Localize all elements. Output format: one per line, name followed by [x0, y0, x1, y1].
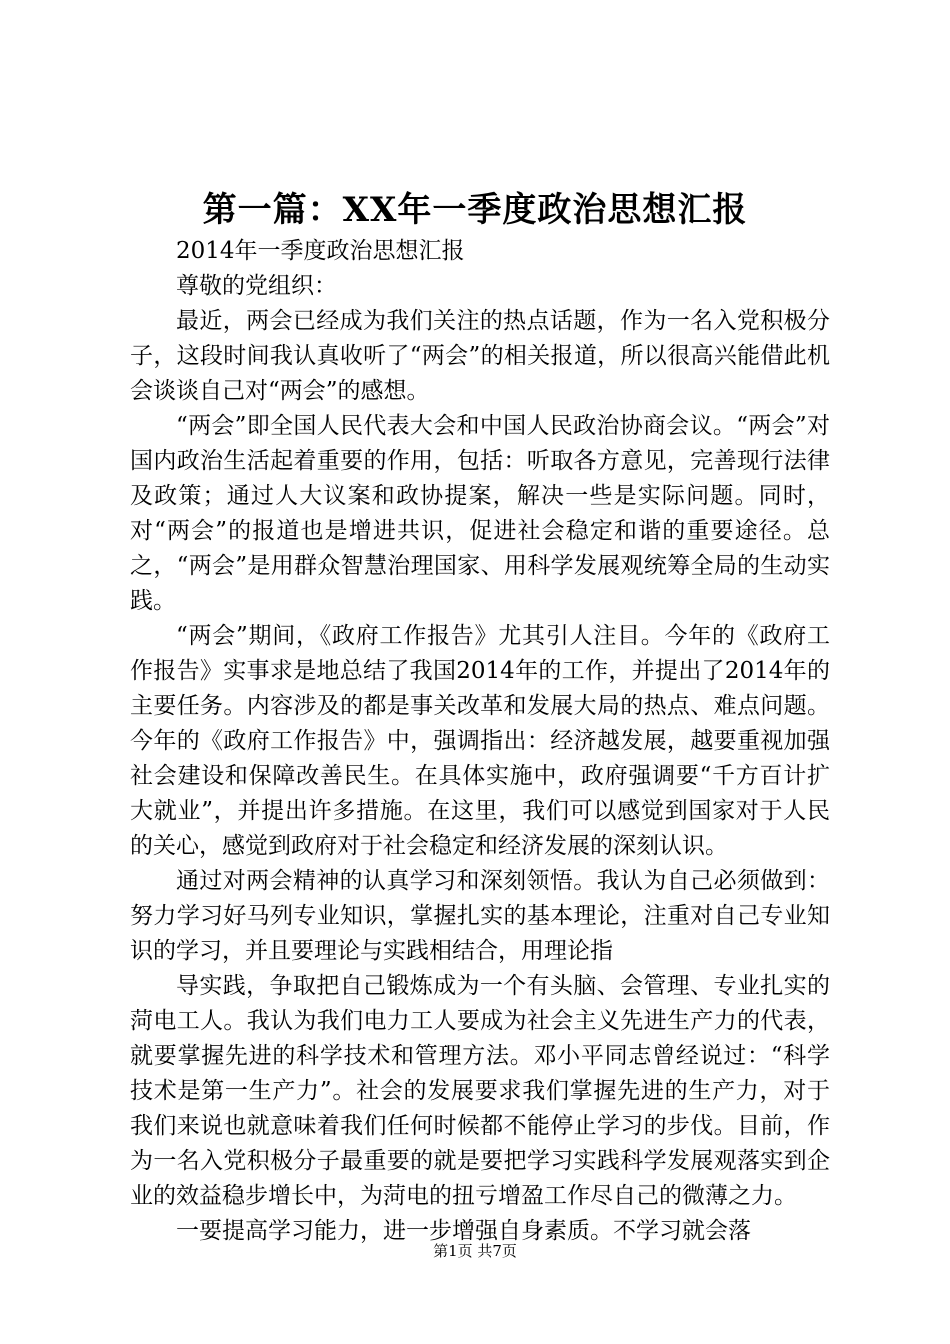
paragraph-1: 最近，两会已经成为我们关注的热点话题，作为一名入党积极分子，这段时间我认真收听了“两会”的相关报道，所以很高兴能借此机会谈谈自己对“两会”的感想。 — [130, 308, 830, 404]
paragraph-5: 导实践，争取把自己锻炼成为一个有头脑、会管理、专业扎实的菏电工人。我认为我们电力工人要成为社会主义先进生产力的代表，就要掌握先进的科学技术和管理方法。邓小平同志曾经说过：“科学技术是第一生产力”。社会的发展要求我们掌握先进的生产力，对于我们来说也就意味着我们任何时候都不能停止学习的步伐。目前，作为一名入党积极分子最重要的就是要把学习实践科学发展观落实到企业的效益稳步增长中，为菏电的扭亏增盈工作尽自己的微薄之力。 — [130, 973, 830, 1209]
page-number-footer: 第1页 共7页 — [433, 1242, 517, 1260]
paragraph-3: “两会”期间，《政府工作报告》尤其引人注目。今年的《政府工作报告》实事求是地总结了我国2014年的工作，并提出了2014年的主要任务。内容涉及的都是事关改革和发展大局的热点、难点问题。今年的《政府工作报告》中，强调指出：经济越发展，越要重视加强社会建设和保障改善民生。在具体实施中，政府强调要“千方百计扩大就业”，并提出许多措施。在这里，我们可以感觉到国家对于人民的关心，感觉到政府对于社会稳定和经济发展的深刻认识。 — [130, 623, 830, 859]
paragraph-6: 一要提高学习能力，进一步增强自身素质。不学习就会落 — [176, 1218, 751, 1244]
paragraph-report-heading: 2014年一季度政治思想汇报 — [176, 238, 465, 264]
document-body — [130, 234, 830, 1249]
document-title: 第一篇：XX年一季度政治思想汇报 — [202, 190, 748, 230]
paragraph-4: 通过对两会精神的认真学习和深刻领悟。我认为自己必须做到：努力学习好马列专业知识，掌握扎实的基本理论，注重对自己专业知识的学习，并且要理论与实践相结合，用理论指 — [130, 868, 830, 964]
paragraph-salutation: 尊敬的党组织： — [176, 273, 337, 299]
paragraph-2: “两会”即全国人民代表大会和中国人民政治协商会议。“两会”对国内政治生活起着重要的作用，包括：听取各方意见，完善现行法律及政策；通过人大议案和政协提案，解决一些是实际问题。同时，对“两会”的报道也是增进共识，促进社会稳定和谐的重要途径。总之，“两会”是用群众智慧治理国家、用科学发展观统筹全局的生动实践。 — [130, 413, 830, 614]
